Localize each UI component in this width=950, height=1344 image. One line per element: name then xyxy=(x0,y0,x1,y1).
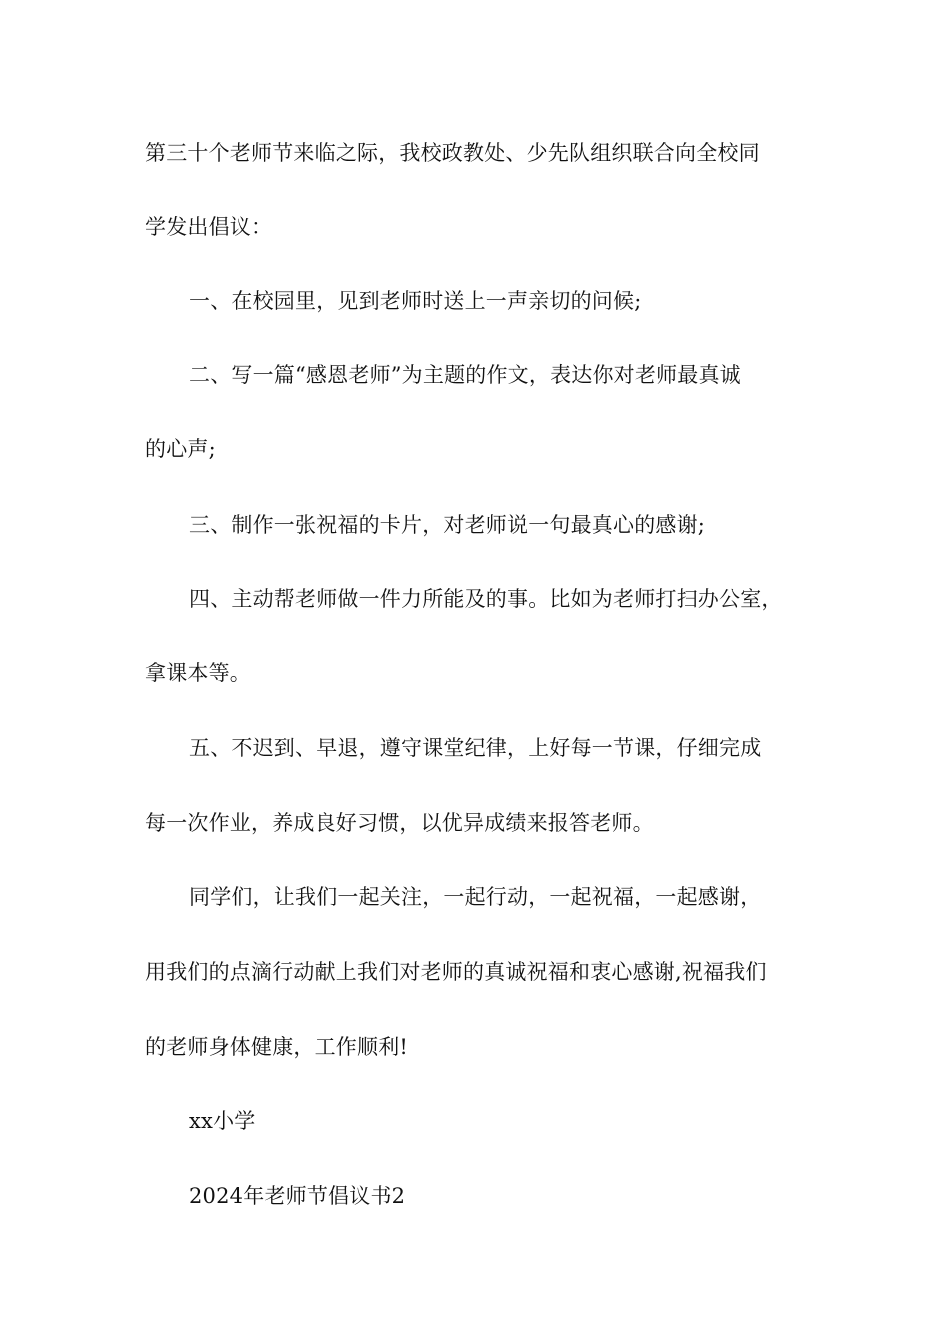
closing-line-3: 的老师身体健康，工作顺利! xyxy=(145,1035,409,1059)
proposal-item-4-line-1: 四、主动帮老师做一件力所能及的事。比如为老师打扫办公室， xyxy=(189,587,783,611)
closing-line-2: 用我们的点滴行动献上我们对老师的真诚祝福和衷心感谢,祝福我们 xyxy=(145,960,767,984)
proposal-item-5-line-1: 五、不迟到、早退，遵守课堂纪律，上好每一节课，仔细完成 xyxy=(189,736,762,760)
proposal-item-1: 一、在校园里，见到老师时送上一声亲切的问候; xyxy=(189,289,642,313)
next-document-title: 2024年老师节倡议书2 xyxy=(189,1184,406,1208)
proposal-item-3: 三、制作一张祝福的卡片，对老师说一句最真心的感谢; xyxy=(189,513,706,537)
proposal-item-2-line-2: 的心声; xyxy=(145,437,216,461)
proposal-item-2-line-1: 二、写一篇“感恩老师”为主题的作文，表达你对老师最真诚 xyxy=(189,363,741,387)
signature-school: xx小学 xyxy=(189,1109,256,1133)
proposal-item-5-line-2: 每一次作业，养成良好习惯，以优异成绩来报答老师。 xyxy=(145,811,654,835)
paragraph-intro-line-2: 学发出倡议： xyxy=(145,215,273,239)
closing-line-1: 同学们，让我们一起关注，一起行动，一起祝福，一起感谢， xyxy=(189,885,762,909)
paragraph-intro-line-1: 第三十个老师节来临之际，我校政教处、少先队组织联合向全校同 xyxy=(145,141,760,165)
proposal-item-4-line-2: 拿课本等。 xyxy=(145,661,251,685)
